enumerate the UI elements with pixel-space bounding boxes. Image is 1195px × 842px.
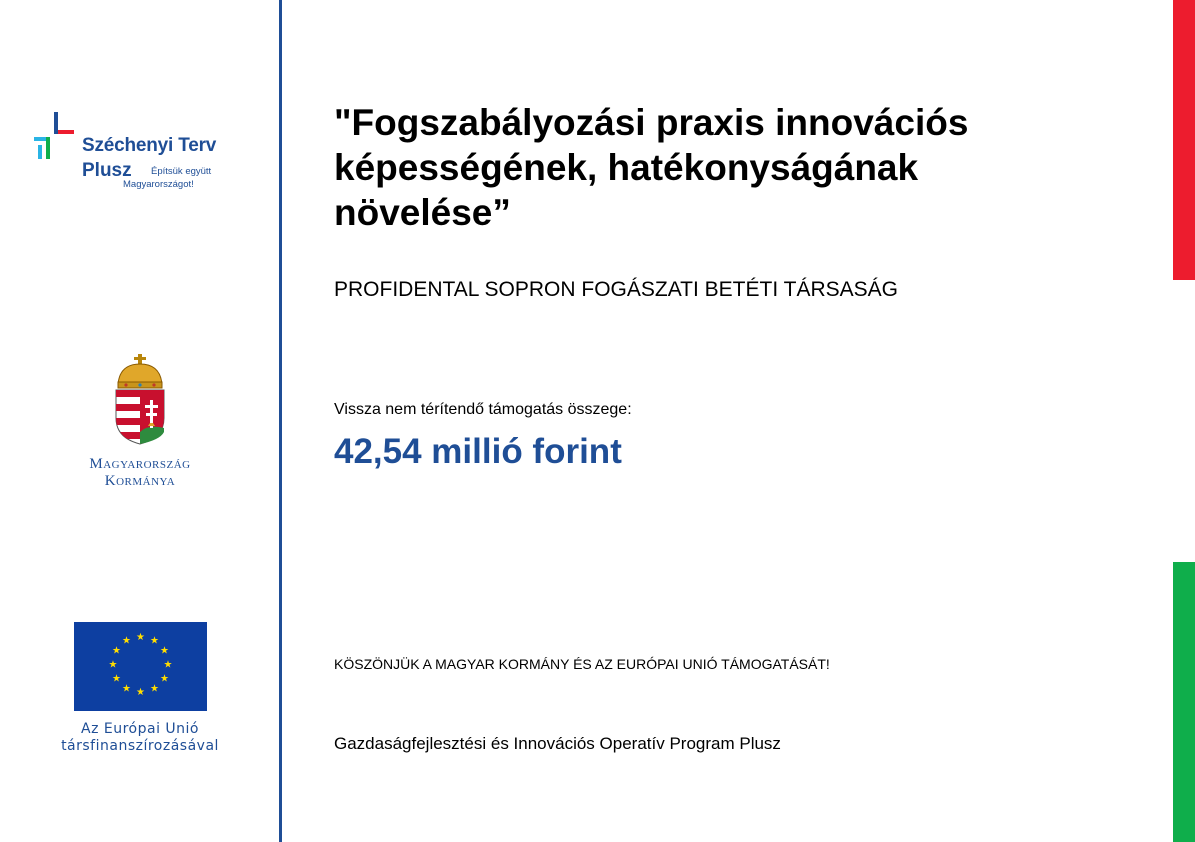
- government-caption-line1: Magyarország: [89, 456, 191, 472]
- szechenyi-cross-icon: [32, 110, 76, 170]
- svg-text:★: ★: [149, 683, 159, 695]
- beneficiary-name: PROFIDENTAL SOPRON FOGÁSZATI BETÉTI TÁRSASÁG: [334, 278, 898, 301]
- svg-text:★: ★: [121, 683, 131, 695]
- svg-text:★: ★: [111, 645, 121, 657]
- szechenyi-plusz: Plusz: [82, 160, 132, 181]
- project-title: "Fogszabályozási praxis innovációs képességének, hatékonyságának növelése”: [334, 102, 969, 233]
- eu-logo: [30, 622, 250, 762]
- eu-flag-icon: [74, 622, 207, 711]
- logo-column: [0, 0, 280, 842]
- flag-stripe-red: [1173, 0, 1195, 280]
- eu-caption: [30, 721, 250, 755]
- szechenyi-terv-logo: [32, 110, 262, 200]
- szechenyi-name: Széchenyi Terv: [82, 135, 217, 156]
- svg-text:★: ★: [108, 659, 117, 671]
- svg-text:★: ★: [135, 632, 145, 643]
- government-caption-line2: Kormánya: [104, 473, 176, 489]
- svg-text:★: ★: [121, 635, 131, 647]
- program-name: Gazdaságfejlesztési és Innovációs Operatív Program Plusz: [334, 734, 781, 753]
- szechenyi-tagline-line1: Építsük együtt: [151, 166, 212, 177]
- svg-text:★: ★: [149, 635, 159, 647]
- svg-text:★: ★: [163, 659, 172, 671]
- svg-text:★: ★: [159, 673, 169, 685]
- government-caption: [40, 456, 240, 490]
- coat-of-arms-icon: [108, 352, 172, 448]
- svg-text:★: ★: [159, 645, 169, 657]
- eu-caption-line1: Az Európai Unió: [81, 721, 199, 737]
- grant-amount-value: 42,54 millió forint: [334, 432, 622, 471]
- szechenyi-tagline-line2: Magyarországot!: [123, 179, 194, 190]
- vertical-divider: [279, 0, 282, 842]
- flag-stripe-green: [1173, 562, 1195, 842]
- eu-caption-line2: társfinanszírozásával: [61, 738, 219, 754]
- project-info: [334, 0, 1114, 842]
- svg-text:★: ★: [111, 673, 121, 685]
- government-logo: [40, 352, 240, 492]
- thanks-text: KÖSZÖNJÜK A MAGYAR KORMÁNY ÉS AZ EURÓPAI UNIÓ TÁMOGATÁSÁT!: [334, 656, 830, 672]
- svg-text:★: ★: [135, 687, 145, 698]
- grant-amount-label: Vissza nem térítendő támogatás összege:: [334, 401, 632, 418]
